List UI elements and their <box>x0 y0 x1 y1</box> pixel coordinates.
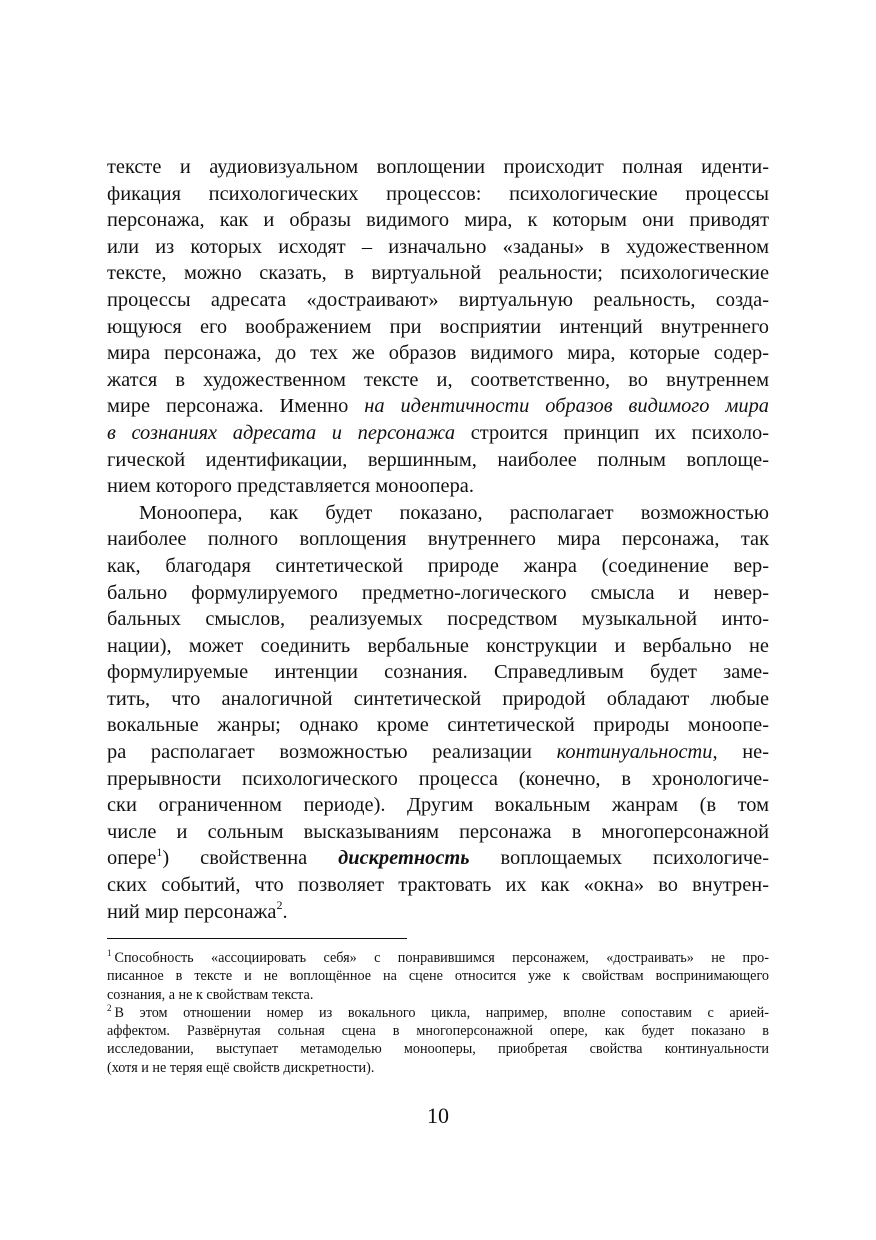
text-line <box>107 420 769 447</box>
footnote-separator <box>107 938 407 939</box>
text-run: . <box>282 900 288 923</box>
text-line: нации), может соединить вербальные конструкции и вербально не <box>107 634 769 657</box>
text-run: ра располагает возможностью реализации <box>107 741 557 764</box>
text-line: жатся в художественном тексте и, соответственно, во внутреннем <box>107 368 769 391</box>
footnote-line <box>107 1004 769 1022</box>
text-line: наиболее полного воплощения внутреннего мира персонажа, так <box>107 528 769 551</box>
text-line: тексте, можно сказать, в виртуальной реальности; психологические <box>107 262 769 285</box>
paragraph-1 <box>107 154 769 500</box>
text-line <box>107 845 769 872</box>
text-line: Моноопера, как будет показано, располагает возможностью <box>139 501 769 524</box>
text-line: фикация психологических процессов: психологические процессы <box>107 182 769 205</box>
text-line: гической идентификации, вершинным, наиболее полным воплоще- <box>107 448 769 471</box>
text-line: или из которых исходят – изначально «заданы» в художественном <box>107 235 769 258</box>
text-run: , не- <box>712 741 769 764</box>
footnote-text: Способность «ассоциировать себя» с понравившимся персонажем, «достраивать» не про- <box>114 950 769 966</box>
main-text <box>107 154 769 925</box>
text-run: воплощаемых психологиче- <box>469 847 769 870</box>
footnote-marker: 1 <box>107 948 112 959</box>
text-run: строится принцип их психоло- <box>455 421 769 444</box>
bold-italic-emphasis: дискретность <box>338 847 470 870</box>
text-line: нием которого представляется моноопера. <box>107 475 474 498</box>
footnote-line: аффектом. Развёрнутая сольная сцена в многоперсонажной опере, как будет показано в <box>107 1023 769 1040</box>
footnote-line: писанное в тексте и не воплощённое на сцене относится уже к свойствам воспринимающего <box>107 968 769 985</box>
footnote-2 <box>107 1004 769 1077</box>
text-line <box>107 899 769 926</box>
text-line: вокальные жанры; однако кроме синтетической природы моноопе- <box>107 714 769 737</box>
page-number: 10 <box>427 1103 449 1128</box>
text-line: тексте и аудиовизуальном воплощении происходит полная иденти- <box>107 156 769 178</box>
footnote-marker: 2 <box>107 1003 112 1014</box>
italic-emphasis: континуальности <box>556 741 713 764</box>
text-line: ющуюся его воображением при восприятии интенций внутреннего <box>107 315 769 338</box>
italic-emphasis: в сознаниях адресата и персонажа <box>107 421 456 444</box>
text-line: ских событий, что позволяет трактовать их как «окна» во внутрен- <box>107 874 769 897</box>
text-line: процессы адресата «достраивают» виртуальную реальность, созда- <box>107 288 769 311</box>
footnote-ref-2[interactable]: 2 <box>276 897 283 912</box>
italic-emphasis: на идентичности образов видимого мира <box>364 395 769 418</box>
text-run: мире персонажа. Именно <box>107 395 365 418</box>
paragraph-2 <box>107 500 769 926</box>
text-line: прерывности психологического процесса (конечно, в хронологиче- <box>107 767 769 790</box>
text-line: мира персонажа, до тех же образов видимого мира, которые содер- <box>107 342 769 365</box>
text-run: опере <box>107 847 157 870</box>
text-line: ски ограниченном периоде). Другим вокальным жанрам (в том <box>107 794 769 817</box>
text-line: формулируемые интенции сознания. Справедливым будет заме- <box>107 661 769 684</box>
footnote-line: (хотя и не теряя ещё свойств дискретности). <box>107 1059 375 1076</box>
footnote-line <box>107 949 769 967</box>
text-run: ) свойственна <box>162 847 339 870</box>
footnote-line: сознания, а не к свойствам текста. <box>107 986 314 1003</box>
footnote-text: В этом отношении номер из вокального цикла, например, вполне сопоставим с арией- <box>114 1004 769 1021</box>
text-run: ний мир персонажа <box>107 900 277 923</box>
text-line: бально формулируемого предметно-логического смысла и невер- <box>107 581 769 604</box>
text-line <box>107 393 769 420</box>
text-line <box>107 739 769 766</box>
footnote-line: исследовании, выступает метамоделью монооперы, приобретая свойства континуальности <box>107 1041 769 1058</box>
footnote-1 <box>107 949 769 1004</box>
text-line: числе и сольным высказываниям персонажа в многоперсонажной <box>107 820 769 843</box>
text-line: бальных смыслов, реализуемых посредством музыкальной инто- <box>107 608 769 631</box>
footnotes <box>107 949 769 1077</box>
text-line: персонажа, как и образы видимого мира, к которым они приводят <box>107 209 769 232</box>
text-line: тить, что аналогичной синтетической природой обладают любые <box>107 687 769 710</box>
text-line: как, благодаря синтетической природе жанра (соединение вер- <box>107 554 769 577</box>
footnote-ref-1[interactable]: 1 <box>156 844 163 859</box>
